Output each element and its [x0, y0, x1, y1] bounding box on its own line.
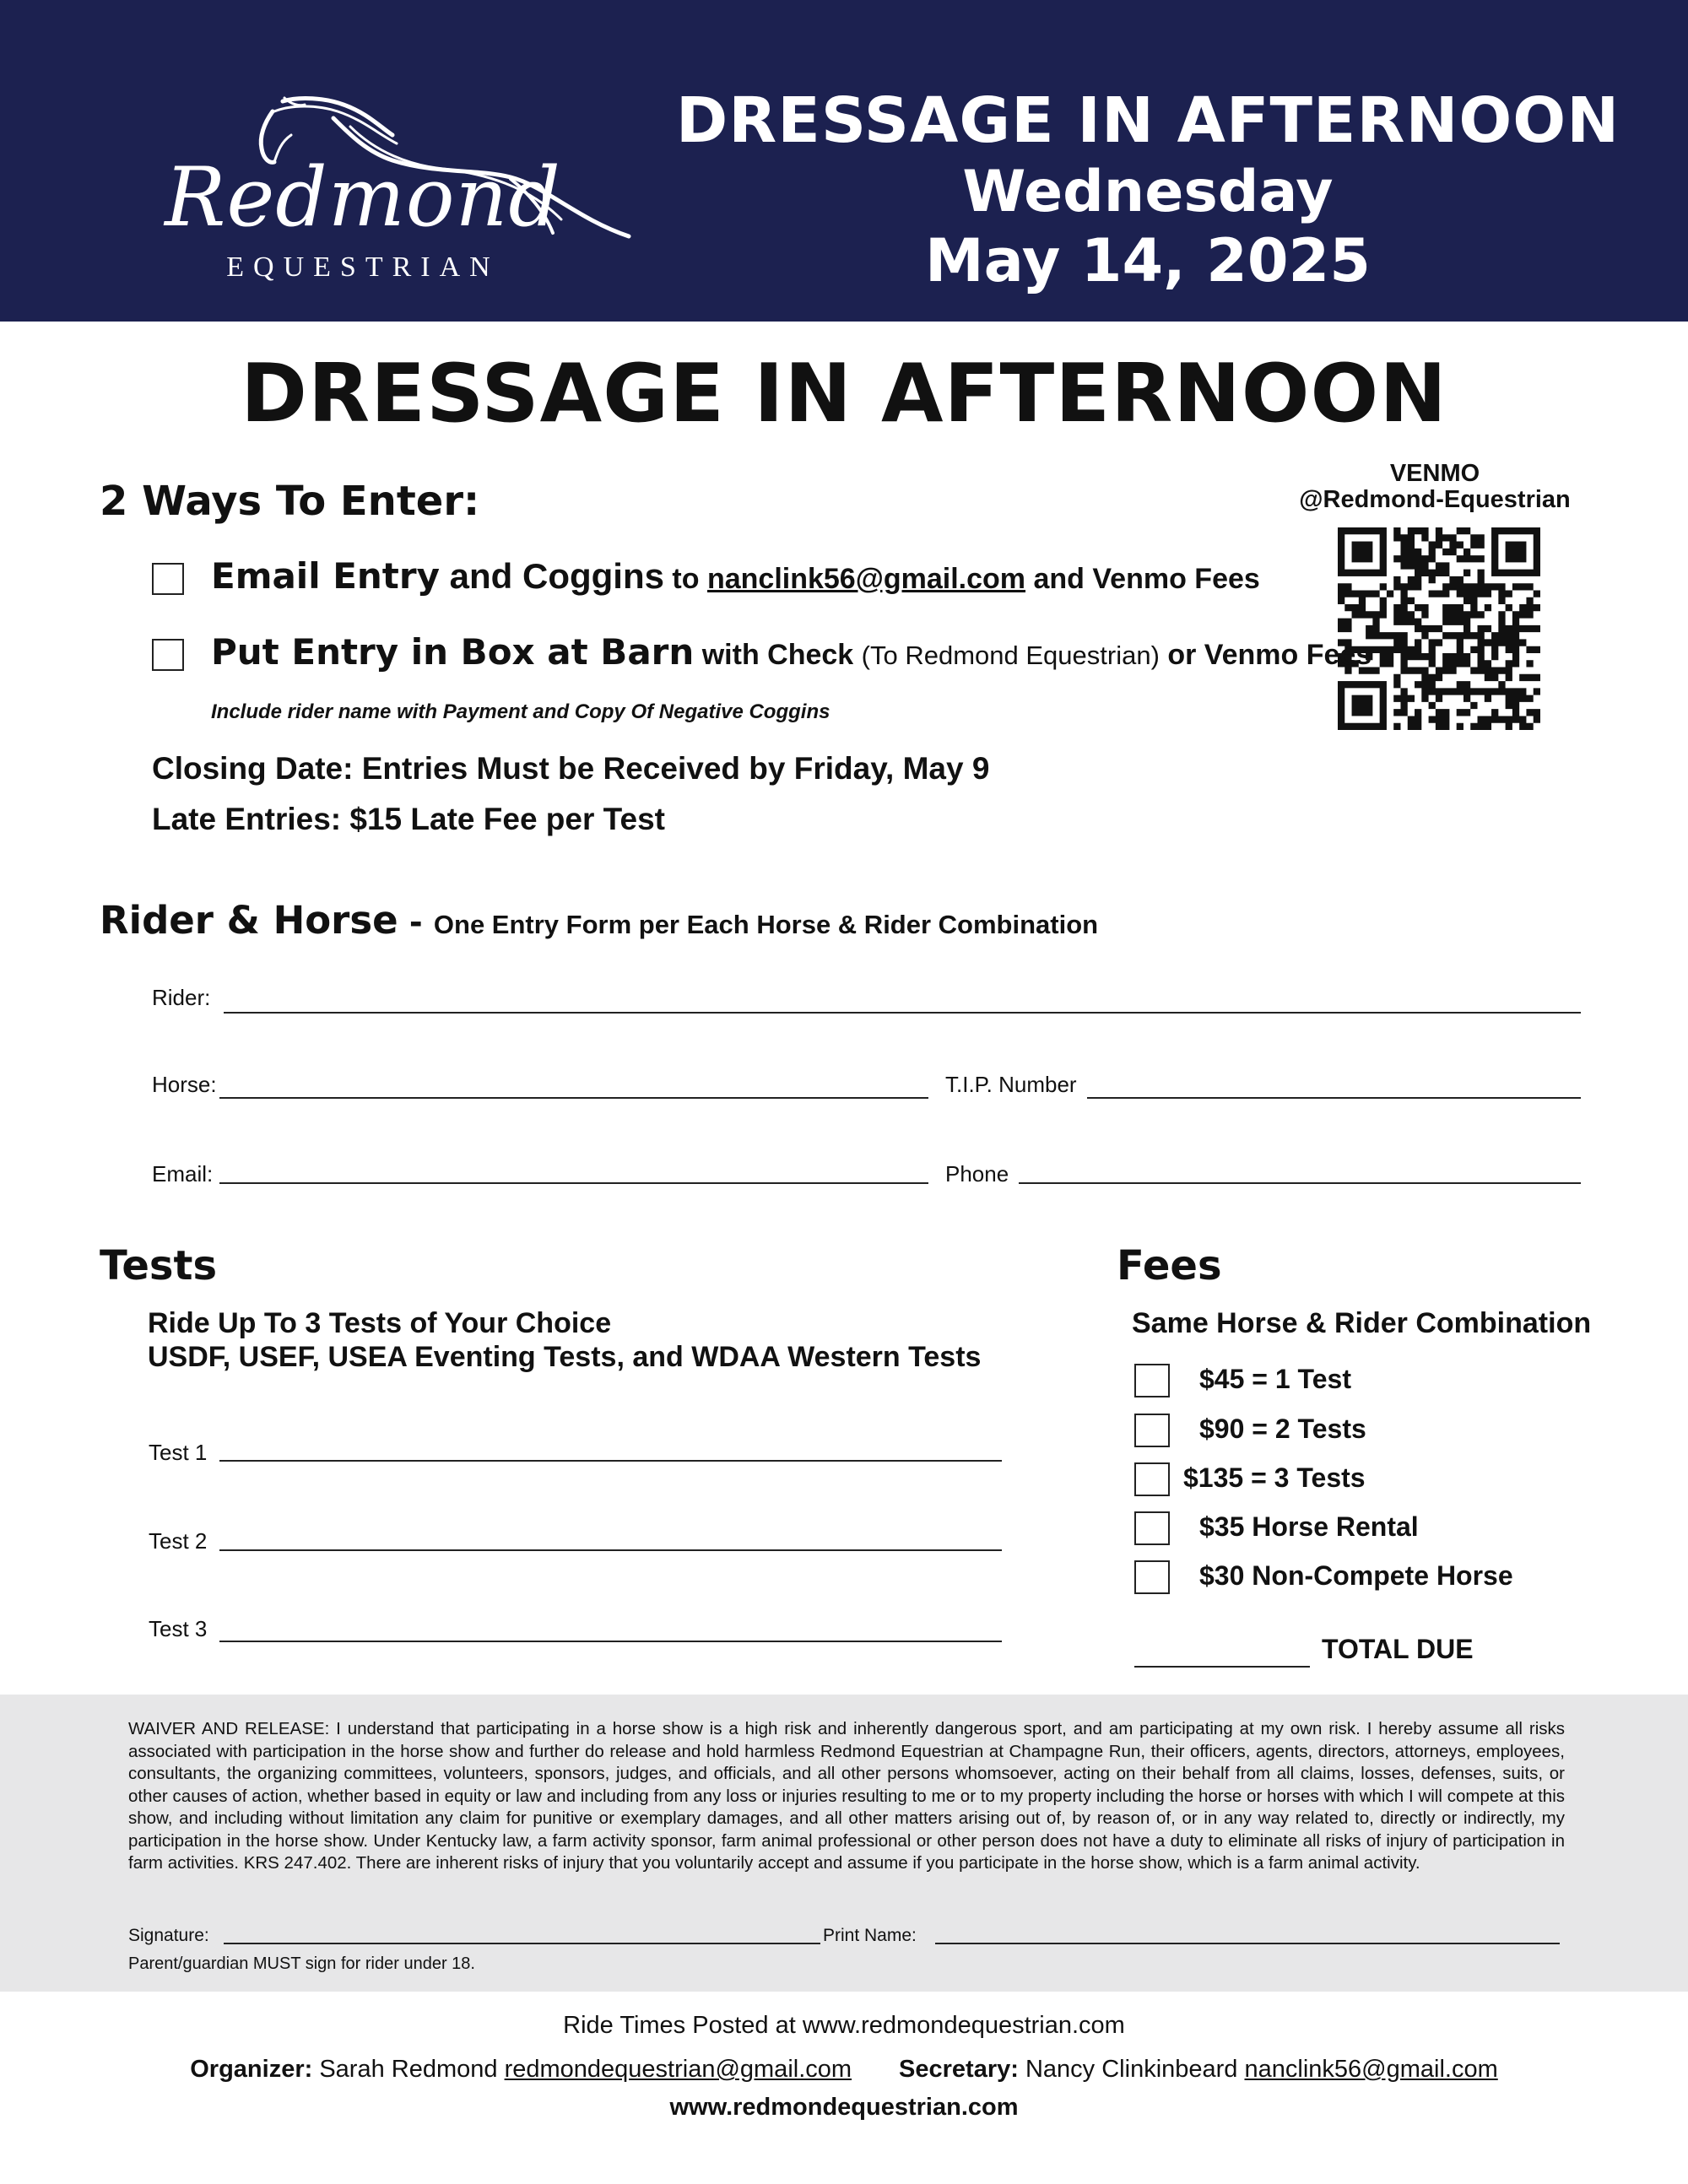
test-2-label: Test 2 — [149, 1528, 208, 1554]
payment-note: Include rider name with Payment and Copy Of Negative Coggins — [211, 700, 830, 723]
banner-title: DRESSAGE IN AFTERNOON — [675, 84, 1620, 157]
logo-subtitle: EQUESTRIAN — [226, 251, 500, 283]
total-due-label: TOTAL DUE — [1322, 1634, 1474, 1664]
rider-horse-heading: Rider & Horse — [100, 898, 398, 943]
barn-box-option: Put Entry in Box at Barn with Check (To Redmond Equestrian) or Venmo Fees — [211, 631, 1372, 673]
secretary-label: Secretary: — [899, 2056, 1019, 2083]
contact-row — [0, 2056, 1688, 2084]
coggins-label: Coggins — [522, 556, 664, 596]
rider-horse-subheading: One Entry Form per Each Horse & Rider Combination — [433, 910, 1099, 939]
fee-horse-rental-checkbox[interactable] — [1134, 1511, 1170, 1545]
horse-field[interactable] — [219, 1097, 928, 1099]
test-1-field[interactable] — [219, 1460, 1002, 1462]
enter-heading: 2 Ways To Enter: — [100, 478, 480, 525]
ride-times: Ride Times Posted at www.redmondequestrian.com — [563, 2012, 1125, 2039]
waiver-text: WAIVER AND RELEASE: I understand that participating in a horse show is a high risk and inherently dangerous sport, and am participating at my own risk. I hereby assume all risks associated with participation in the horse show and further do release and hold harmless Redmond Equestrian at Champagne Run, their officers, agents, directors, attorneys, employees, consultants, the organizing committees, volunteers, sponsors, judges, and officials, and all other persons whomsoever, acting on their behalf from all claims, losses, defenses, suits, or other causes of action, whether based in equity or law and including from any loss or injuries resulting to me or to my property including the horse or horses with which I will compete at this show, and including without limitation any claim for punitive or exemplary damages, and all other matters arising out of, by reason of, or in any way related to, directly or indirectly, my participation in the horse show. Under Kentucky law, a farm activity sponsor, farm animal professional or other person does not have a duty to eliminate all risks of injury of participation in farm activities. KRS 247.402. There are inherent risks of injury that you voluntarily accept and assume if you participate in the horse show, which is a farm animal activity. — [128, 1719, 1565, 1873]
entry-email-link[interactable]: nanclink56@gmail.com — [706, 563, 1026, 595]
print-name-label: Print Name: — [823, 1926, 917, 1945]
tests-line-1: Ride Up To 3 Tests of Your Choice — [148, 1307, 612, 1339]
fee-1-test-checkbox[interactable] — [1134, 1364, 1170, 1397]
secretary-name: Nancy Clinkinbeard — [1018, 2056, 1245, 2083]
fee-2-tests-checkbox[interactable] — [1134, 1414, 1170, 1447]
print-name-field[interactable] — [935, 1943, 1560, 1944]
email-entry-checkbox[interactable] — [152, 563, 184, 595]
page-title: DRESSAGE IN AFTERNOON — [241, 348, 1447, 441]
fees-subheading: Same Horse & Rider Combination — [1132, 1307, 1592, 1339]
tests-line-2: USDF, USEF, USEA Eventing Tests, and WDAA Western Tests — [148, 1341, 982, 1373]
phone-label: Phone — [945, 1161, 1009, 1187]
venmo-title: VENMO — [1389, 460, 1480, 487]
rider-field[interactable] — [224, 1012, 1581, 1014]
fee-non-compete-checkbox[interactable] — [1134, 1560, 1170, 1594]
secretary-email-link[interactable]: nanclink56@gmail.com — [1244, 2056, 1498, 2083]
fee-horse-rental-label: $35 Horse Rental — [1199, 1511, 1419, 1542]
email-label: Email: — [152, 1161, 214, 1187]
barn-box-label: Put Entry in Box at Barn — [211, 631, 695, 673]
test-2-field[interactable] — [219, 1549, 1002, 1551]
test-1-label: Test 1 — [149, 1440, 208, 1465]
fees-heading: Fees — [1117, 1242, 1222, 1289]
signature-label: Signature: — [128, 1926, 209, 1945]
late-fee: Late Entries: $15 Late Fee per Test — [152, 802, 665, 836]
banner-date: May 14, 2025 — [925, 226, 1371, 295]
email-field[interactable] — [219, 1182, 928, 1184]
website-link[interactable]: www.redmondequestrian.com — [669, 2094, 1019, 2121]
tests-description — [148, 1306, 981, 1374]
barn-box-checkbox[interactable] — [152, 639, 184, 671]
organizer-label: Organizer: — [190, 2056, 313, 2083]
fee-2-tests-label: $90 = 2 Tests — [1199, 1414, 1366, 1444]
test-3-label: Test 3 — [149, 1616, 208, 1641]
guardian-note: Parent/guardian MUST sign for rider under 18. — [128, 1954, 475, 1973]
banner-day: Wednesday — [962, 159, 1334, 225]
tip-number-field[interactable] — [1087, 1097, 1581, 1099]
fee-1-test-label: $45 = 1 Test — [1199, 1364, 1351, 1394]
venmo-label — [1291, 461, 1578, 513]
fee-3-tests-label: $135 = 3 Tests — [1183, 1462, 1366, 1493]
logo-wordmark: Redmond — [165, 150, 561, 245]
phone-field[interactable] — [1019, 1182, 1581, 1184]
organizer-email-link[interactable]: redmondequestrian@gmail.com — [504, 2056, 852, 2083]
venmo-handle: @Redmond-Equestrian — [1299, 486, 1571, 513]
rider-horse-heading-row: Rider & Horse - One Entry Form per Each Horse & Rider Combination — [100, 898, 1099, 943]
test-3-field[interactable] — [219, 1641, 1002, 1642]
organizer-name: Sarah Redmond — [312, 2056, 505, 2083]
horse-label: Horse: — [152, 1072, 217, 1097]
qr-code-icon[interactable] — [1338, 527, 1540, 730]
email-entry-label: Email Entry — [211, 555, 440, 597]
signature-field[interactable] — [224, 1943, 820, 1944]
total-due-field[interactable] — [1134, 1666, 1310, 1668]
fee-non-compete-label: $30 Non-Compete Horse — [1199, 1560, 1513, 1591]
tip-number-label: T.I.P. Number — [945, 1072, 1077, 1097]
closing-date: Closing Date: Entries Must be Received by Friday, May 9 — [152, 751, 990, 786]
fee-3-tests-checkbox[interactable] — [1134, 1462, 1170, 1496]
email-entry-option: Email Entry and Coggins to nanclink56@gmail.com and Venmo Fees — [211, 555, 1260, 597]
tests-heading: Tests — [100, 1242, 218, 1289]
rider-label: Rider: — [152, 985, 211, 1010]
